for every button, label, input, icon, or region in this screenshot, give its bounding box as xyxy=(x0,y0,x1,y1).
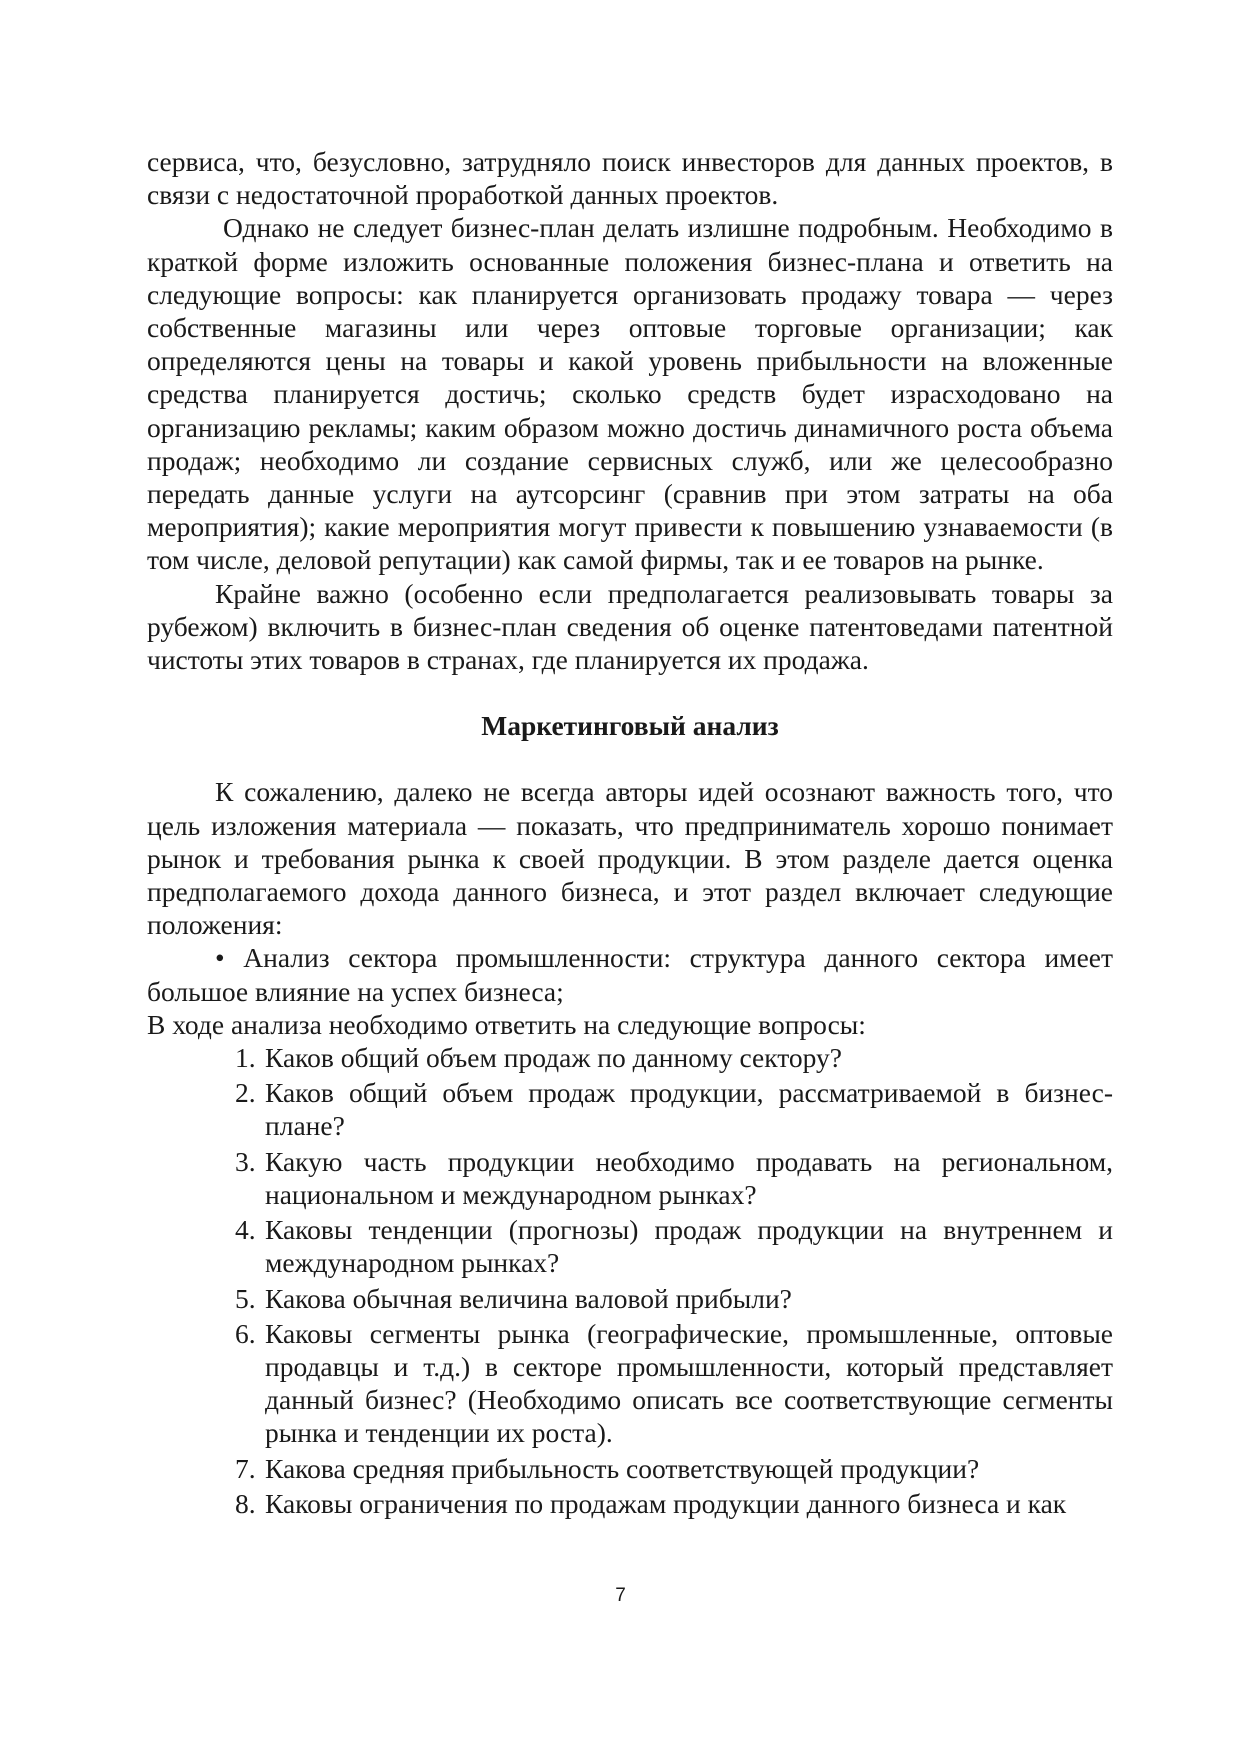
list-item xyxy=(147,1076,1113,1142)
questions-list xyxy=(147,1041,1113,1520)
list-item xyxy=(147,1213,1113,1279)
list-item-text: Какую часть продукции необходимо продавать на региональном, национальном и международном рынках? xyxy=(265,1145,1113,1210)
page-number: 7 xyxy=(615,1585,626,1606)
list-item-number: 2. xyxy=(235,1077,256,1109)
list-item-number: 3. xyxy=(235,1145,256,1177)
list-item-text: Каковы тенденции (прогнозы) продаж продукции на внутреннем и международном рынках? xyxy=(265,1214,1113,1279)
list-item-number: 7. xyxy=(235,1452,256,1484)
bullet-item: • Анализ сектора промышленности: структура данного сектора имеет большое влияние на успех бизнеса; xyxy=(147,942,1113,1007)
list-item xyxy=(147,1452,1113,1485)
paragraph-intro: К сожалению, далеко не всегда авторы идей осознают важность того, что цель изложения материала — показать, что предприниматель хорошо понимает рынок и требования рынка к своей продукции. В этом разделе дается оценка предполагаемого дохода данного бизнеса, и этот раздел включает следующие положения: xyxy=(147,776,1113,941)
list-item xyxy=(147,1317,1113,1450)
questions-lead: В ходе анализа необходимо ответить на следующие вопросы: xyxy=(147,1008,866,1040)
list-item xyxy=(147,1041,1113,1074)
list-item xyxy=(147,1487,1113,1520)
list-item-number: 4. xyxy=(235,1214,256,1246)
list-item xyxy=(147,1282,1113,1315)
list-item-number: 5. xyxy=(235,1282,256,1314)
list-item-text: Какова обычная величина валовой прибыли? xyxy=(265,1282,792,1314)
list-item-text: Каковы сегменты рынка (географические, промышленные, оптовые продавцы и т.д.) в секторе промышленности, который представляет данный бизнес? (Необходимо описать все соответствующие сегменты рынка и тенденции их роста). xyxy=(265,1317,1113,1449)
paragraph-continuation: сервиса, что, безусловно, затрудняло поиск инвесторов для данных проектов, в связи с недостаточной проработкой данных проектов. xyxy=(147,146,1113,211)
paragraph-however: Однако не следует бизнес-план делать излишне подробным. Необходимо в краткой форме изложить основанные положения бизнес-плана и ответить на следующие вопросы: как планируется организовать продажу товара — через собственные магазины или через оптовые торговые организации; как определяются цены на товары и какой уровень прибыльности на вложенные средства планируется достичь; сколько средств будет израсходовано на организацию рекламы; каким образом можно достичь динамичного роста объема продаж; необходимо ли создание сервисных служб, или же целесообразно передать данные услуги на аутсорсинг (сравнив при этом затраты на оба мероприятия); какие мероприятия могут привести к повышению узнаваемости (в том числе, деловой репутации) как самой фирмы, так и ее товаров на рынке. xyxy=(147,212,1113,576)
page-body xyxy=(147,145,1113,1520)
paragraph-patents: Крайне важно (особенно если предполагается реализовывать товары за рубежом) включить в бизнес-план сведения об оценке патентоведами патентной чистоты этих товаров в странах, где планируется их продажа. xyxy=(147,577,1113,676)
list-item-text: Каковы ограничения по продажам продукции данного бизнеса и как xyxy=(265,1487,1067,1519)
list-item-text: Каков общий объем продаж продукции, рассматриваемой в бизнес-плане? xyxy=(265,1077,1113,1142)
list-item-number: 1. xyxy=(235,1042,256,1074)
list-item xyxy=(147,1145,1113,1211)
list-item-number: 8. xyxy=(235,1487,256,1519)
list-item-text: Каков общий объем продаж по данному сектору? xyxy=(265,1042,842,1074)
list-item-text: Какова средняя прибыльность соответствующей продукции? xyxy=(265,1452,980,1484)
section-heading: Маркетинговый анализ xyxy=(481,710,779,742)
list-item-number: 6. xyxy=(235,1317,256,1349)
